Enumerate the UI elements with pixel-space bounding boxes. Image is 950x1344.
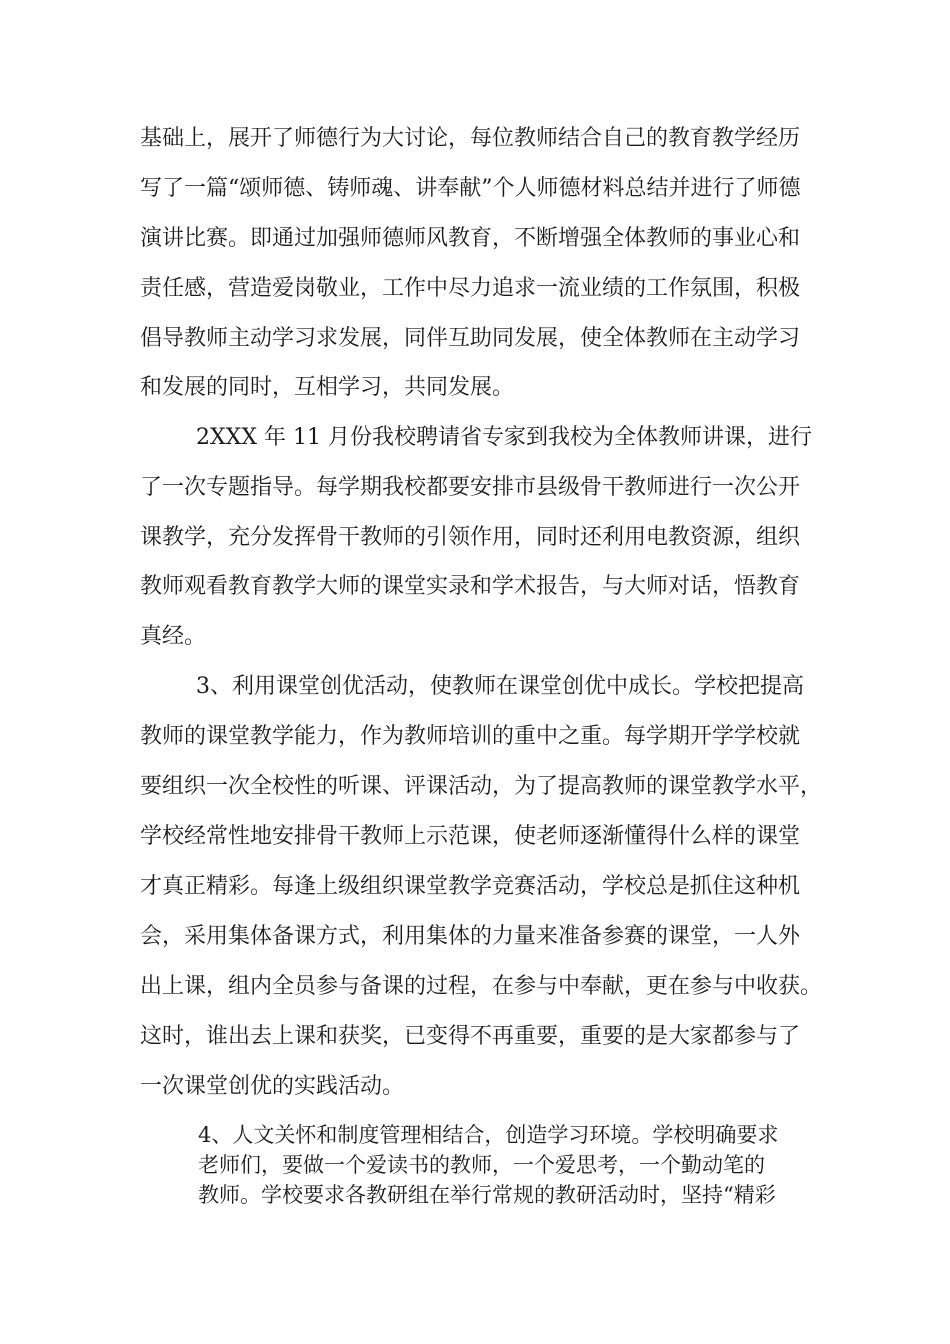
- text-line: 倡导教师主动学习求发展，同伴互助同发展，使全体教师在主动学习: [140, 326, 801, 351]
- text-line: 真经。: [140, 624, 207, 649]
- paragraph-first-line: 2XXX 年 11 月份我校聘请省专家到我校为全体教师讲课，进行: [196, 425, 812, 450]
- text-line: 了一次专题指导。每学期我校都要安排市县级骨干教师进行一次公开: [140, 475, 801, 500]
- text-line: 责任感，营造爱岗敬业，工作中尽力追求一流业绩的工作氛围，积极: [140, 276, 801, 301]
- paragraph-first-line: 3、利用课堂创优活动，使教师在课堂创优中成长。学校把提高: [196, 674, 804, 699]
- text-line: 要组织一次全校性的听课、评课活动，为了提高教师的课堂教学水平，: [140, 774, 823, 799]
- text-line: 老师们，要做一个爱读书的教师，一个爱思考，一个勤动笔的: [198, 1153, 765, 1177]
- text-line: 出上课，组内全员参与备课的过程，在参与中奉献，更在参与中收获。: [140, 974, 823, 999]
- text-line: 才真正精彩。每逢上级组织课堂教学竞赛活动，学校总是抓住这种机: [140, 874, 801, 899]
- text-line: 基础上，展开了师德行为大讨论，每位教师结合自己的教育教学经历: [140, 126, 801, 151]
- text-line: 写了一篇“颂师德、铸师魂、讲奉献”个人师德材料总结并进行了师德: [140, 176, 801, 201]
- text-line: 这时，谁出去上课和获奖，已变得不再重要，重要的是大家都参与了: [140, 1024, 801, 1049]
- text-line: 会，采用集体备课方式，利用集体的力量来准备参赛的课堂，一人外: [140, 924, 801, 949]
- text-line: 教师。学校要求各教研组在举行常规的教研活动时，坚持“精彩: [198, 1183, 776, 1207]
- paragraph-first-line: 4、人文关怀和制度管理相结合，创造学习环境。学校明确要求: [198, 1123, 779, 1147]
- text-line: 教师的课堂教学能力，作为教师培训的重中之重。每学期开学学校就: [140, 724, 801, 749]
- text-line: 和发展的同时，互相学习，共同发展。: [140, 375, 515, 400]
- text-line: 教师观看教育教学大师的课堂实录和学术报告，与大师对话，悟教育: [140, 574, 801, 599]
- text-line: 一次课堂创优的实践活动。: [140, 1074, 405, 1099]
- text-line: 课教学，充分发挥骨干教师的引领作用，同时还利用电教资源，组织: [140, 525, 801, 550]
- text-line: 演讲比赛。即通过加强师德师风教育，不断增强全体教师的事业心和: [140, 226, 801, 251]
- text-line: 学校经常性地安排骨干教师上示范课，使老师逐渐懂得什么样的课堂: [140, 824, 801, 849]
